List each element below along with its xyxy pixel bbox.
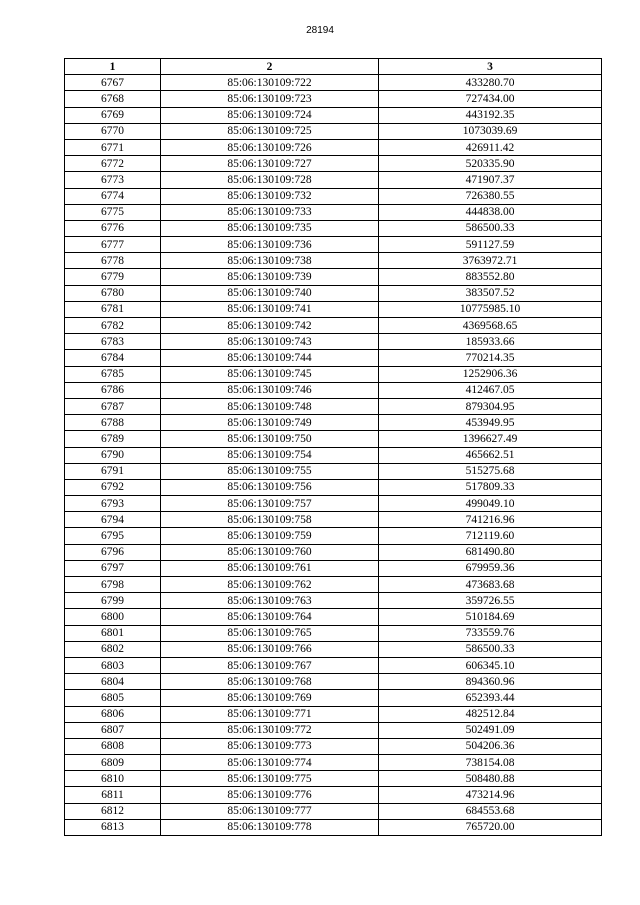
cadastral-value-cell: 738154.08 [379, 755, 602, 771]
row-number-cell: 6806 [65, 706, 161, 722]
row-number-cell: 6777 [65, 237, 161, 253]
cadastral-value-cell: 433280.70 [379, 75, 602, 91]
row-number-cell: 6805 [65, 690, 161, 706]
cadastral-value-cell: 499049.10 [379, 496, 602, 512]
cadastral-id-cell: 85:06:130109:727 [161, 156, 379, 172]
cadastral-value-cell: 383507.52 [379, 285, 602, 301]
cadastral-id-cell: 85:06:130109:755 [161, 463, 379, 479]
row-number-cell: 6793 [65, 496, 161, 512]
cadastral-value-cell: 482512.84 [379, 706, 602, 722]
table-row [65, 447, 602, 463]
row-number-cell: 6802 [65, 641, 161, 657]
cadastral-id-cell: 85:06:130109:728 [161, 172, 379, 188]
cadastral-id-cell: 85:06:130109:769 [161, 690, 379, 706]
row-number-cell: 6783 [65, 334, 161, 350]
table-row [65, 738, 602, 754]
cadastral-id-cell: 85:06:130109:774 [161, 755, 379, 771]
cadastral-value-cell: 741216.96 [379, 512, 602, 528]
table-row [65, 237, 602, 253]
row-number-cell: 6797 [65, 560, 161, 576]
cadastral-value-cell: 883552.80 [379, 269, 602, 285]
table-row [65, 350, 602, 366]
column-header-cadastral-id: 2 [161, 59, 379, 75]
cadastral-value-cell: 679959.36 [379, 560, 602, 576]
cadastral-value-cell: 726380.55 [379, 188, 602, 204]
cadastral-id-cell: 85:06:130109:762 [161, 577, 379, 593]
cadastral-id-cell: 85:06:130109:723 [161, 91, 379, 107]
row-number-cell: 6776 [65, 220, 161, 236]
table-row [65, 398, 602, 414]
cadastral-value-cell: 586500.33 [379, 641, 602, 657]
row-number-cell: 6771 [65, 139, 161, 155]
cadastral-id-cell: 85:06:130109:725 [161, 123, 379, 139]
cadastral-value-cell: 727434.00 [379, 91, 602, 107]
row-number-cell: 6796 [65, 544, 161, 560]
cadastral-value-cell: 359726.55 [379, 593, 602, 609]
cadastral-value-cell: 606345.10 [379, 657, 602, 673]
row-number-cell: 6808 [65, 738, 161, 754]
cadastral-id-cell: 85:06:130109:746 [161, 382, 379, 398]
column-header-value: 3 [379, 59, 602, 75]
cadastral-id-cell: 85:06:130109:777 [161, 803, 379, 819]
cadastral-id-cell: 85:06:130109:767 [161, 657, 379, 673]
cadastral-id-cell: 85:06:130109:775 [161, 771, 379, 787]
cadastral-value-cell: 894360.96 [379, 674, 602, 690]
table-row [65, 431, 602, 447]
cadastral-value-cell: 1252906.36 [379, 366, 602, 382]
table-row [65, 771, 602, 787]
row-number-cell: 6799 [65, 593, 161, 609]
table-row [65, 674, 602, 690]
table-row [65, 787, 602, 803]
cadastral-value-cell: 586500.33 [379, 220, 602, 236]
cadastral-id-cell: 85:06:130109:771 [161, 706, 379, 722]
row-number-cell: 6788 [65, 415, 161, 431]
cadastral-value-cell: 473214.96 [379, 787, 602, 803]
row-number-cell: 6813 [65, 819, 161, 835]
cadastral-id-cell: 85:06:130109:759 [161, 528, 379, 544]
table-row [65, 415, 602, 431]
row-number-cell: 6768 [65, 91, 161, 107]
row-number-cell: 6789 [65, 431, 161, 447]
row-number-cell: 6769 [65, 107, 161, 123]
cadastral-id-cell: 85:06:130109:760 [161, 544, 379, 560]
row-number-cell: 6803 [65, 657, 161, 673]
cadastral-value-cell: 508480.88 [379, 771, 602, 787]
cadastral-id-cell: 85:06:130109:758 [161, 512, 379, 528]
cadastral-value-cell: 3763972.71 [379, 253, 602, 269]
cadastral-id-cell: 85:06:130109:732 [161, 188, 379, 204]
cadastral-value-cell: 712119.60 [379, 528, 602, 544]
row-number-cell: 6800 [65, 609, 161, 625]
table-row [65, 690, 602, 706]
cadastral-value-table [64, 58, 602, 836]
table-row [65, 285, 602, 301]
row-number-cell: 6785 [65, 366, 161, 382]
row-number-cell: 6775 [65, 204, 161, 220]
cadastral-value-cell: 465662.51 [379, 447, 602, 463]
table-row [65, 479, 602, 495]
cadastral-value-cell: 591127.59 [379, 237, 602, 253]
table-row [65, 755, 602, 771]
cadastral-id-cell: 85:06:130109:744 [161, 350, 379, 366]
row-number-cell: 6770 [65, 123, 161, 139]
cadastral-value-cell: 443192.35 [379, 107, 602, 123]
row-number-cell: 6809 [65, 755, 161, 771]
table-row [65, 496, 602, 512]
cadastral-value-cell: 504206.36 [379, 738, 602, 754]
cadastral-id-cell: 85:06:130109:743 [161, 334, 379, 350]
cadastral-id-cell: 85:06:130109:754 [161, 447, 379, 463]
row-number-cell: 6798 [65, 577, 161, 593]
cadastral-value-cell: 10775985.10 [379, 301, 602, 317]
row-number-cell: 6794 [65, 512, 161, 528]
cadastral-id-cell: 85:06:130109:764 [161, 609, 379, 625]
cadastral-value-cell: 426911.42 [379, 139, 602, 155]
table-row [65, 819, 602, 835]
table-row [65, 512, 602, 528]
cadastral-value-cell: 684553.68 [379, 803, 602, 819]
cadastral-value-cell: 444838.00 [379, 204, 602, 220]
row-number-cell: 6810 [65, 771, 161, 787]
cadastral-value-cell: 1073039.69 [379, 123, 602, 139]
row-number-cell: 6780 [65, 285, 161, 301]
cadastral-value-cell: 681490.80 [379, 544, 602, 560]
table-row [65, 544, 602, 560]
cadastral-value-cell: 515275.68 [379, 463, 602, 479]
table-row [65, 156, 602, 172]
row-number-cell: 6787 [65, 398, 161, 414]
row-number-cell: 6811 [65, 787, 161, 803]
row-number-cell: 6791 [65, 463, 161, 479]
cadastral-id-cell: 85:06:130109:741 [161, 301, 379, 317]
table-row [65, 253, 602, 269]
table-row [65, 188, 602, 204]
table-row [65, 269, 602, 285]
cadastral-value-cell: 1396627.49 [379, 431, 602, 447]
row-number-cell: 6773 [65, 172, 161, 188]
cadastral-id-cell: 85:06:130109:735 [161, 220, 379, 236]
table-row [65, 609, 602, 625]
cadastral-id-cell: 85:06:130109:761 [161, 560, 379, 576]
cadastral-value-cell: 412467.05 [379, 382, 602, 398]
row-number-cell: 6812 [65, 803, 161, 819]
cadastral-value-cell: 471907.37 [379, 172, 602, 188]
cadastral-id-cell: 85:06:130109:738 [161, 253, 379, 269]
row-number-cell: 6782 [65, 318, 161, 334]
cadastral-value-cell: 517809.33 [379, 479, 602, 495]
table-header-row [65, 59, 602, 75]
cadastral-id-cell: 85:06:130109:733 [161, 204, 379, 220]
table-row [65, 318, 602, 334]
cadastral-value-cell: 185933.66 [379, 334, 602, 350]
cadastral-value-cell: 4369568.65 [379, 318, 602, 334]
table-row [65, 722, 602, 738]
table-row [65, 657, 602, 673]
page-number: 28194 [306, 25, 334, 36]
cadastral-id-cell: 85:06:130109:748 [161, 398, 379, 414]
cadastral-id-cell: 85:06:130109:736 [161, 237, 379, 253]
table-row [65, 220, 602, 236]
row-number-cell: 6779 [65, 269, 161, 285]
cadastral-id-cell: 85:06:130109:766 [161, 641, 379, 657]
cadastral-value-cell: 520335.90 [379, 156, 602, 172]
row-number-cell: 6801 [65, 625, 161, 641]
table-row [65, 706, 602, 722]
row-number-cell: 6795 [65, 528, 161, 544]
table-row [65, 334, 602, 350]
table-row [65, 382, 602, 398]
cadastral-id-cell: 85:06:130109:740 [161, 285, 379, 301]
cadastral-value-cell: 473683.68 [379, 577, 602, 593]
row-number-cell: 6774 [65, 188, 161, 204]
cadastral-id-cell: 85:06:130109:742 [161, 318, 379, 334]
row-number-cell: 6807 [65, 722, 161, 738]
cadastral-value-cell: 770214.35 [379, 350, 602, 366]
cadastral-value-cell: 879304.95 [379, 398, 602, 414]
table-row [65, 463, 602, 479]
cadastral-id-cell: 85:06:130109:750 [161, 431, 379, 447]
cadastral-id-cell: 85:06:130109:739 [161, 269, 379, 285]
cadastral-id-cell: 85:06:130109:757 [161, 496, 379, 512]
table-row [65, 75, 602, 91]
cadastral-value-cell: 510184.69 [379, 609, 602, 625]
cadastral-id-cell: 85:06:130109:745 [161, 366, 379, 382]
row-number-cell: 6781 [65, 301, 161, 317]
table-row [65, 366, 602, 382]
cadastral-id-cell: 85:06:130109:722 [161, 75, 379, 91]
cadastral-id-cell: 85:06:130109:772 [161, 722, 379, 738]
cadastral-id-cell: 85:06:130109:778 [161, 819, 379, 835]
table-row [65, 123, 602, 139]
cadastral-value-cell: 733559.76 [379, 625, 602, 641]
cadastral-id-cell: 85:06:130109:768 [161, 674, 379, 690]
column-header-number: 1 [65, 59, 161, 75]
table-row [65, 528, 602, 544]
cadastral-value-cell: 652393.44 [379, 690, 602, 706]
row-number-cell: 6784 [65, 350, 161, 366]
table-row [65, 107, 602, 123]
cadastral-id-cell: 85:06:130109:756 [161, 479, 379, 495]
row-number-cell: 6786 [65, 382, 161, 398]
table-row [65, 577, 602, 593]
cadastral-id-cell: 85:06:130109:773 [161, 738, 379, 754]
table-row [65, 172, 602, 188]
row-number-cell: 6767 [65, 75, 161, 91]
cadastral-id-cell: 85:06:130109:724 [161, 107, 379, 123]
row-number-cell: 6772 [65, 156, 161, 172]
cadastral-value-cell: 453949.95 [379, 415, 602, 431]
table-row [65, 91, 602, 107]
cadastral-value-cell: 502491.09 [379, 722, 602, 738]
table-row [65, 593, 602, 609]
table-row [65, 139, 602, 155]
cadastral-id-cell: 85:06:130109:726 [161, 139, 379, 155]
table-row [65, 560, 602, 576]
cadastral-value-cell: 765720.00 [379, 819, 602, 835]
cadastral-id-cell: 85:06:130109:765 [161, 625, 379, 641]
table-row [65, 204, 602, 220]
row-number-cell: 6792 [65, 479, 161, 495]
table-row [65, 803, 602, 819]
table-row [65, 625, 602, 641]
cadastral-id-cell: 85:06:130109:749 [161, 415, 379, 431]
table-row [65, 301, 602, 317]
cadastral-id-cell: 85:06:130109:763 [161, 593, 379, 609]
row-number-cell: 6778 [65, 253, 161, 269]
row-number-cell: 6804 [65, 674, 161, 690]
table-body [65, 75, 602, 836]
table-row [65, 641, 602, 657]
cadastral-id-cell: 85:06:130109:776 [161, 787, 379, 803]
row-number-cell: 6790 [65, 447, 161, 463]
